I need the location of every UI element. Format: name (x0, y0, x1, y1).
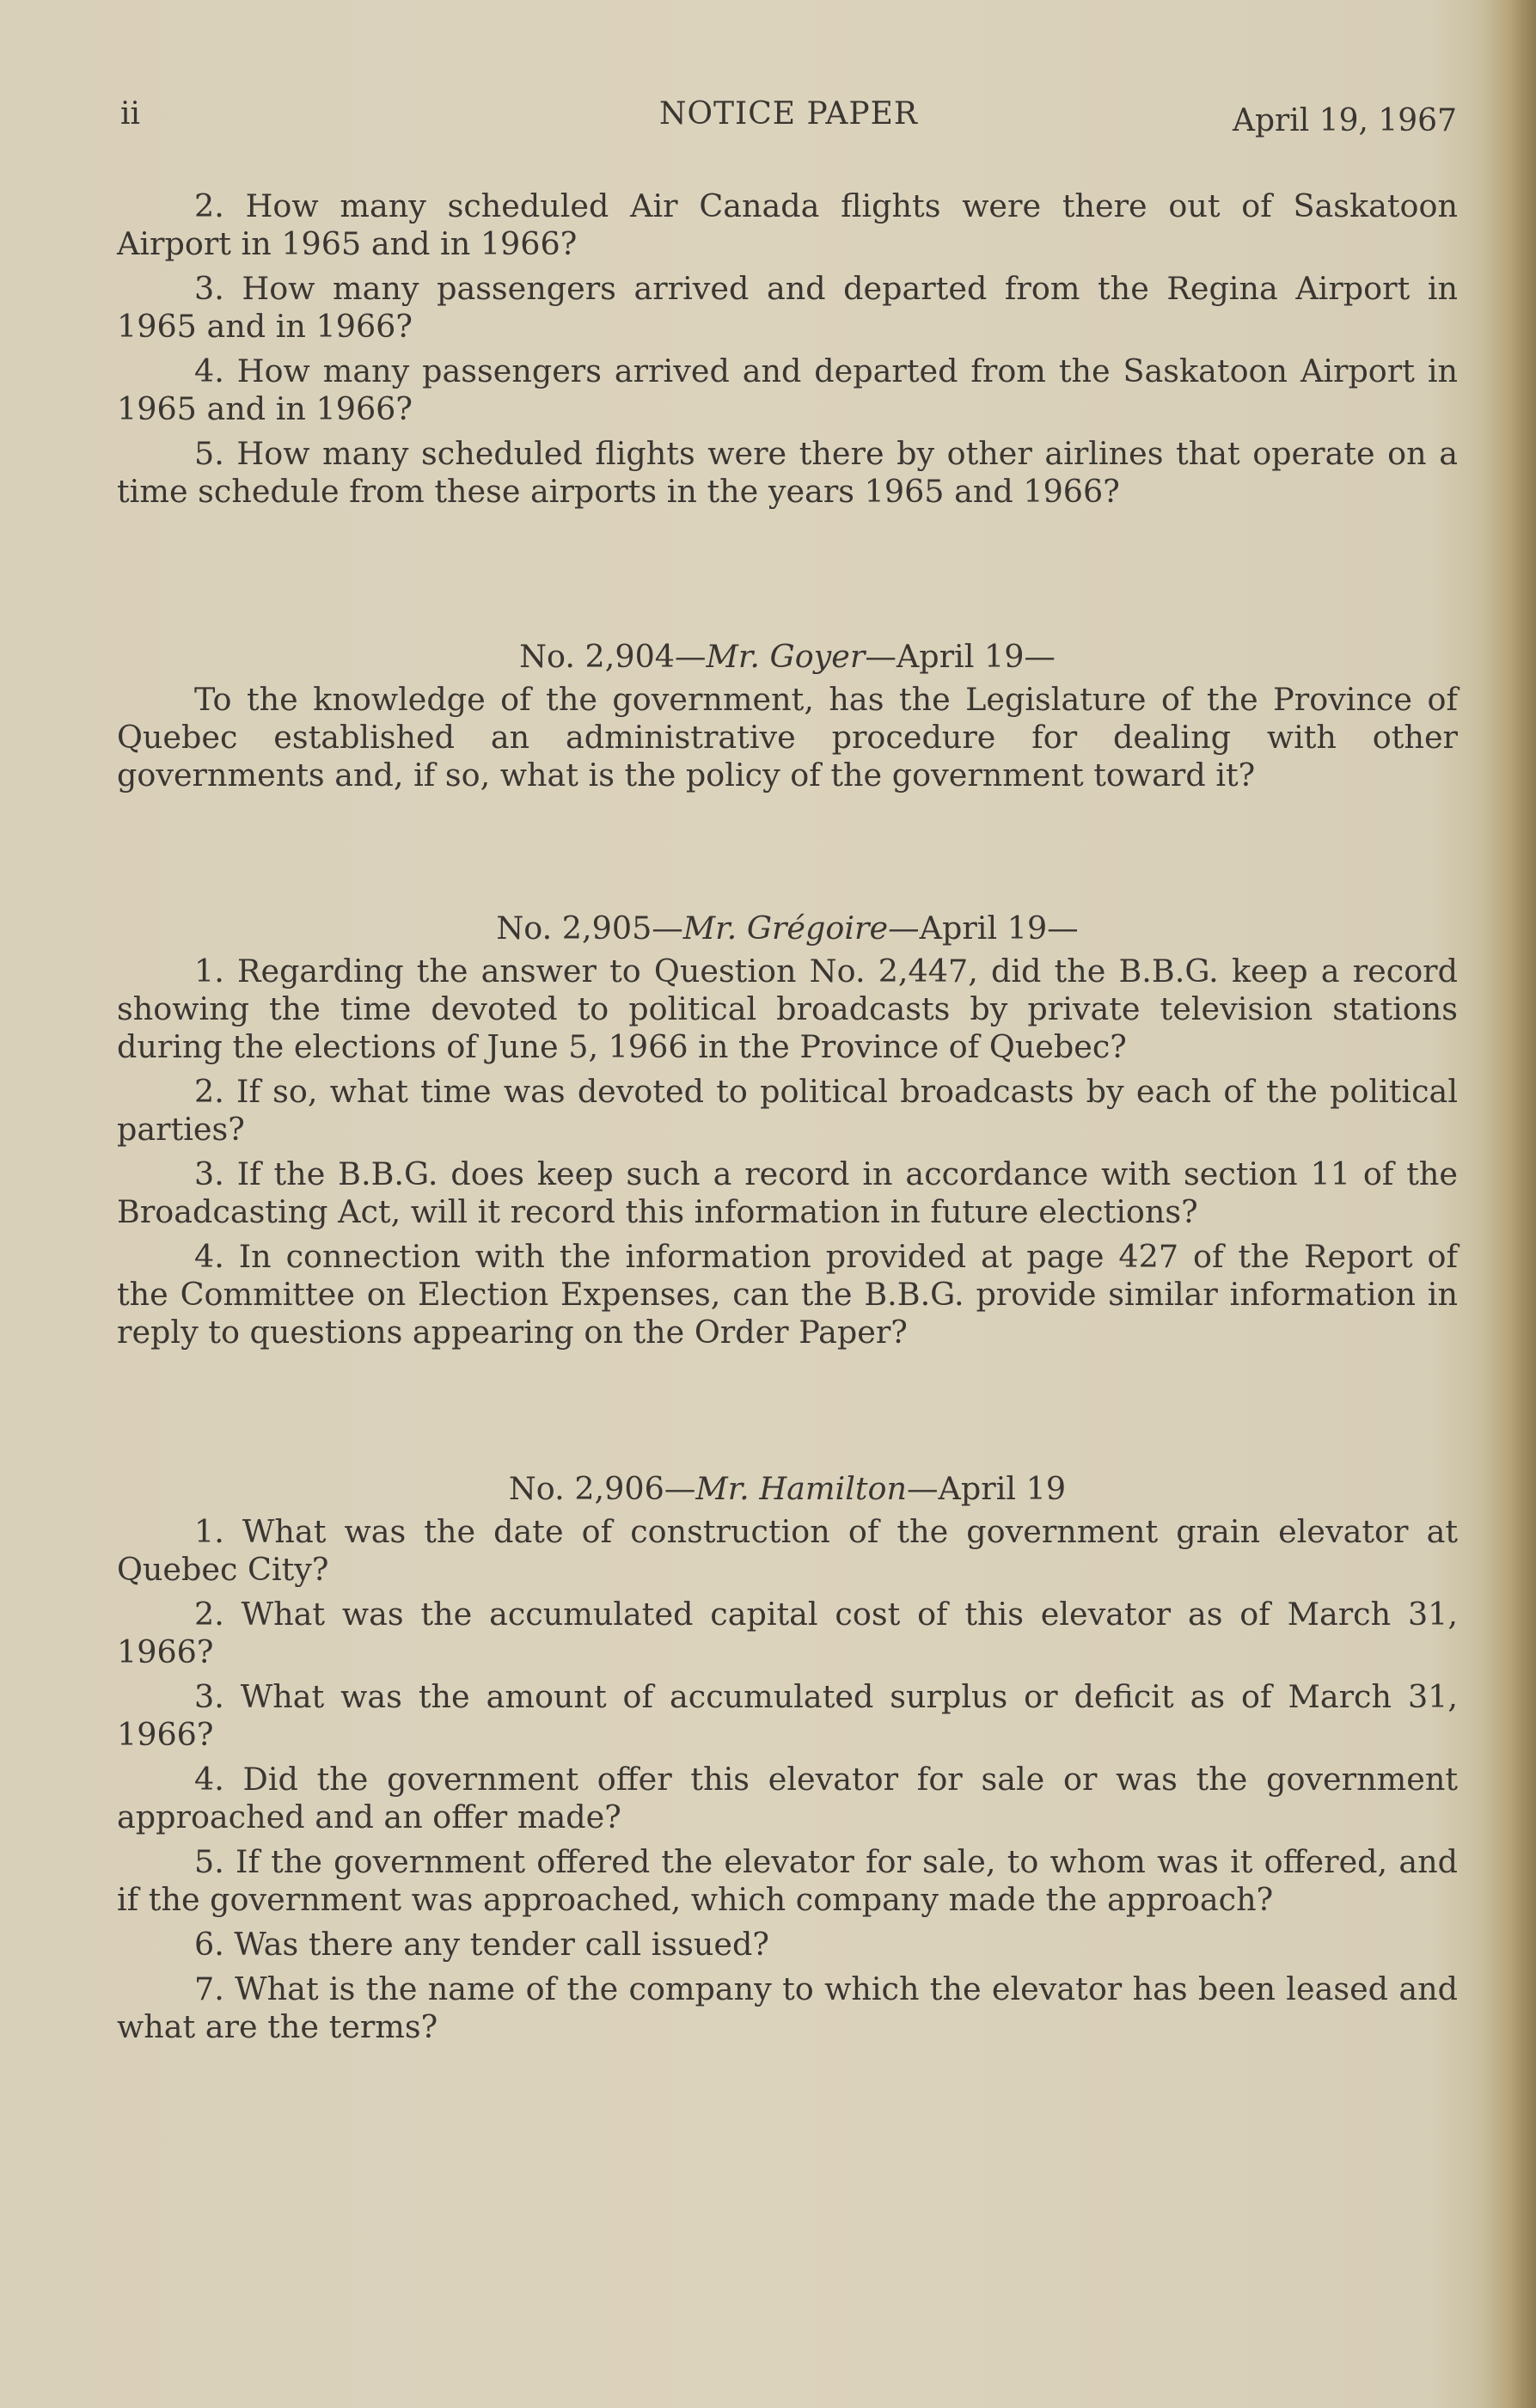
question-number: No. 2,904— (519, 638, 707, 675)
question-item: 4. In connection with the information provided at page 427 of the Report of the Committee on Election Expenses, can the B.B.G. provide similar information in reply to questions appearing on the Order Paper? (117, 1238, 1458, 1351)
question-heading (117, 1470, 1458, 1508)
carryover-questions (117, 187, 1458, 518)
question-item: 5. If the government offered the elevator for sale, to whom was it offered, and if the government was approached, which company made the approach? (117, 1843, 1458, 1918)
page-number: ii (120, 96, 141, 132)
member-name: Mr. Goyer (706, 638, 866, 675)
question-item: 1. Regarding the answer to Question No. 2,447, did the B.B.G. keep a record showing the time devoted to political broadcasts by private television stations during the elections of June 5, 1966 in the Province of Quebec? (117, 953, 1458, 1065)
question-item: 2. How many scheduled Air Canada flights were there out of Saskatoon Airport in 1965 and in 1966? (117, 187, 1458, 262)
question-item: 6. Was there any tender call issued? (194, 1926, 769, 1963)
question-number: No. 2,905— (496, 910, 683, 947)
question-item: 4. How many passengers arrived and departed from the Saskatoon Airport in 1965 and in 1966? (117, 352, 1458, 427)
question-text: To the knowledge of the government, has the Legislature of the Province of Quebec established an administrative procedure for dealing with other governments and, if so, what is the policy of the government toward it? (117, 681, 1458, 793)
question-heading (117, 910, 1458, 947)
question-2905 (117, 910, 1458, 1358)
question-date: —April 19 (907, 1470, 1067, 1507)
page-title: NOTICE PAPER (658, 96, 919, 132)
question-item: 4. Did the government offer this elevator for sale or was the government approached and an offer made? (117, 1761, 1458, 1835)
question-2904 (117, 638, 1458, 794)
question-item: 2. What was the accumulated capital cost of this elevator as of March 31, 1966? (117, 1596, 1458, 1670)
member-name: Mr. Hamilton (695, 1470, 908, 1507)
question-item: 7. What is the name of the company to which the elevator has been leased and what are the terms? (117, 1970, 1458, 2045)
member-name: Mr. Grégoire (682, 910, 889, 947)
question-date: —April 19— (865, 638, 1056, 675)
question-number: No. 2,906— (508, 1470, 696, 1507)
page-header (120, 96, 1457, 139)
question-item: 1. What was the date of construction of the government grain elevator at Quebec City? (117, 1513, 1458, 1588)
question-date: —April 19— (888, 910, 1079, 947)
question-item: 2. If so, what time was devoted to political broadcasts by each of the political parties? (117, 1073, 1458, 1148)
question-item: 3. How many passengers arrived and departed from the Regina Airport in 1965 and in 1966? (117, 270, 1458, 345)
question-item: 5. How many scheduled flights were there by other airlines that operate on a time schedule from these airports in the years 1965 and 1966? (117, 435, 1458, 510)
page-date: April 19, 1967 (1232, 103, 1457, 138)
question-item: 3. What was the amount of accumulated surplus or deficit as of March 31, 1966? (117, 1678, 1458, 1753)
question-item: 3. If the B.B.G. does keep such a record in accordance with section 11 of the Broadcasting Act, will it record this information in future elections? (117, 1155, 1458, 1230)
question-2906 (117, 1470, 1458, 2053)
question-heading (117, 638, 1458, 676)
